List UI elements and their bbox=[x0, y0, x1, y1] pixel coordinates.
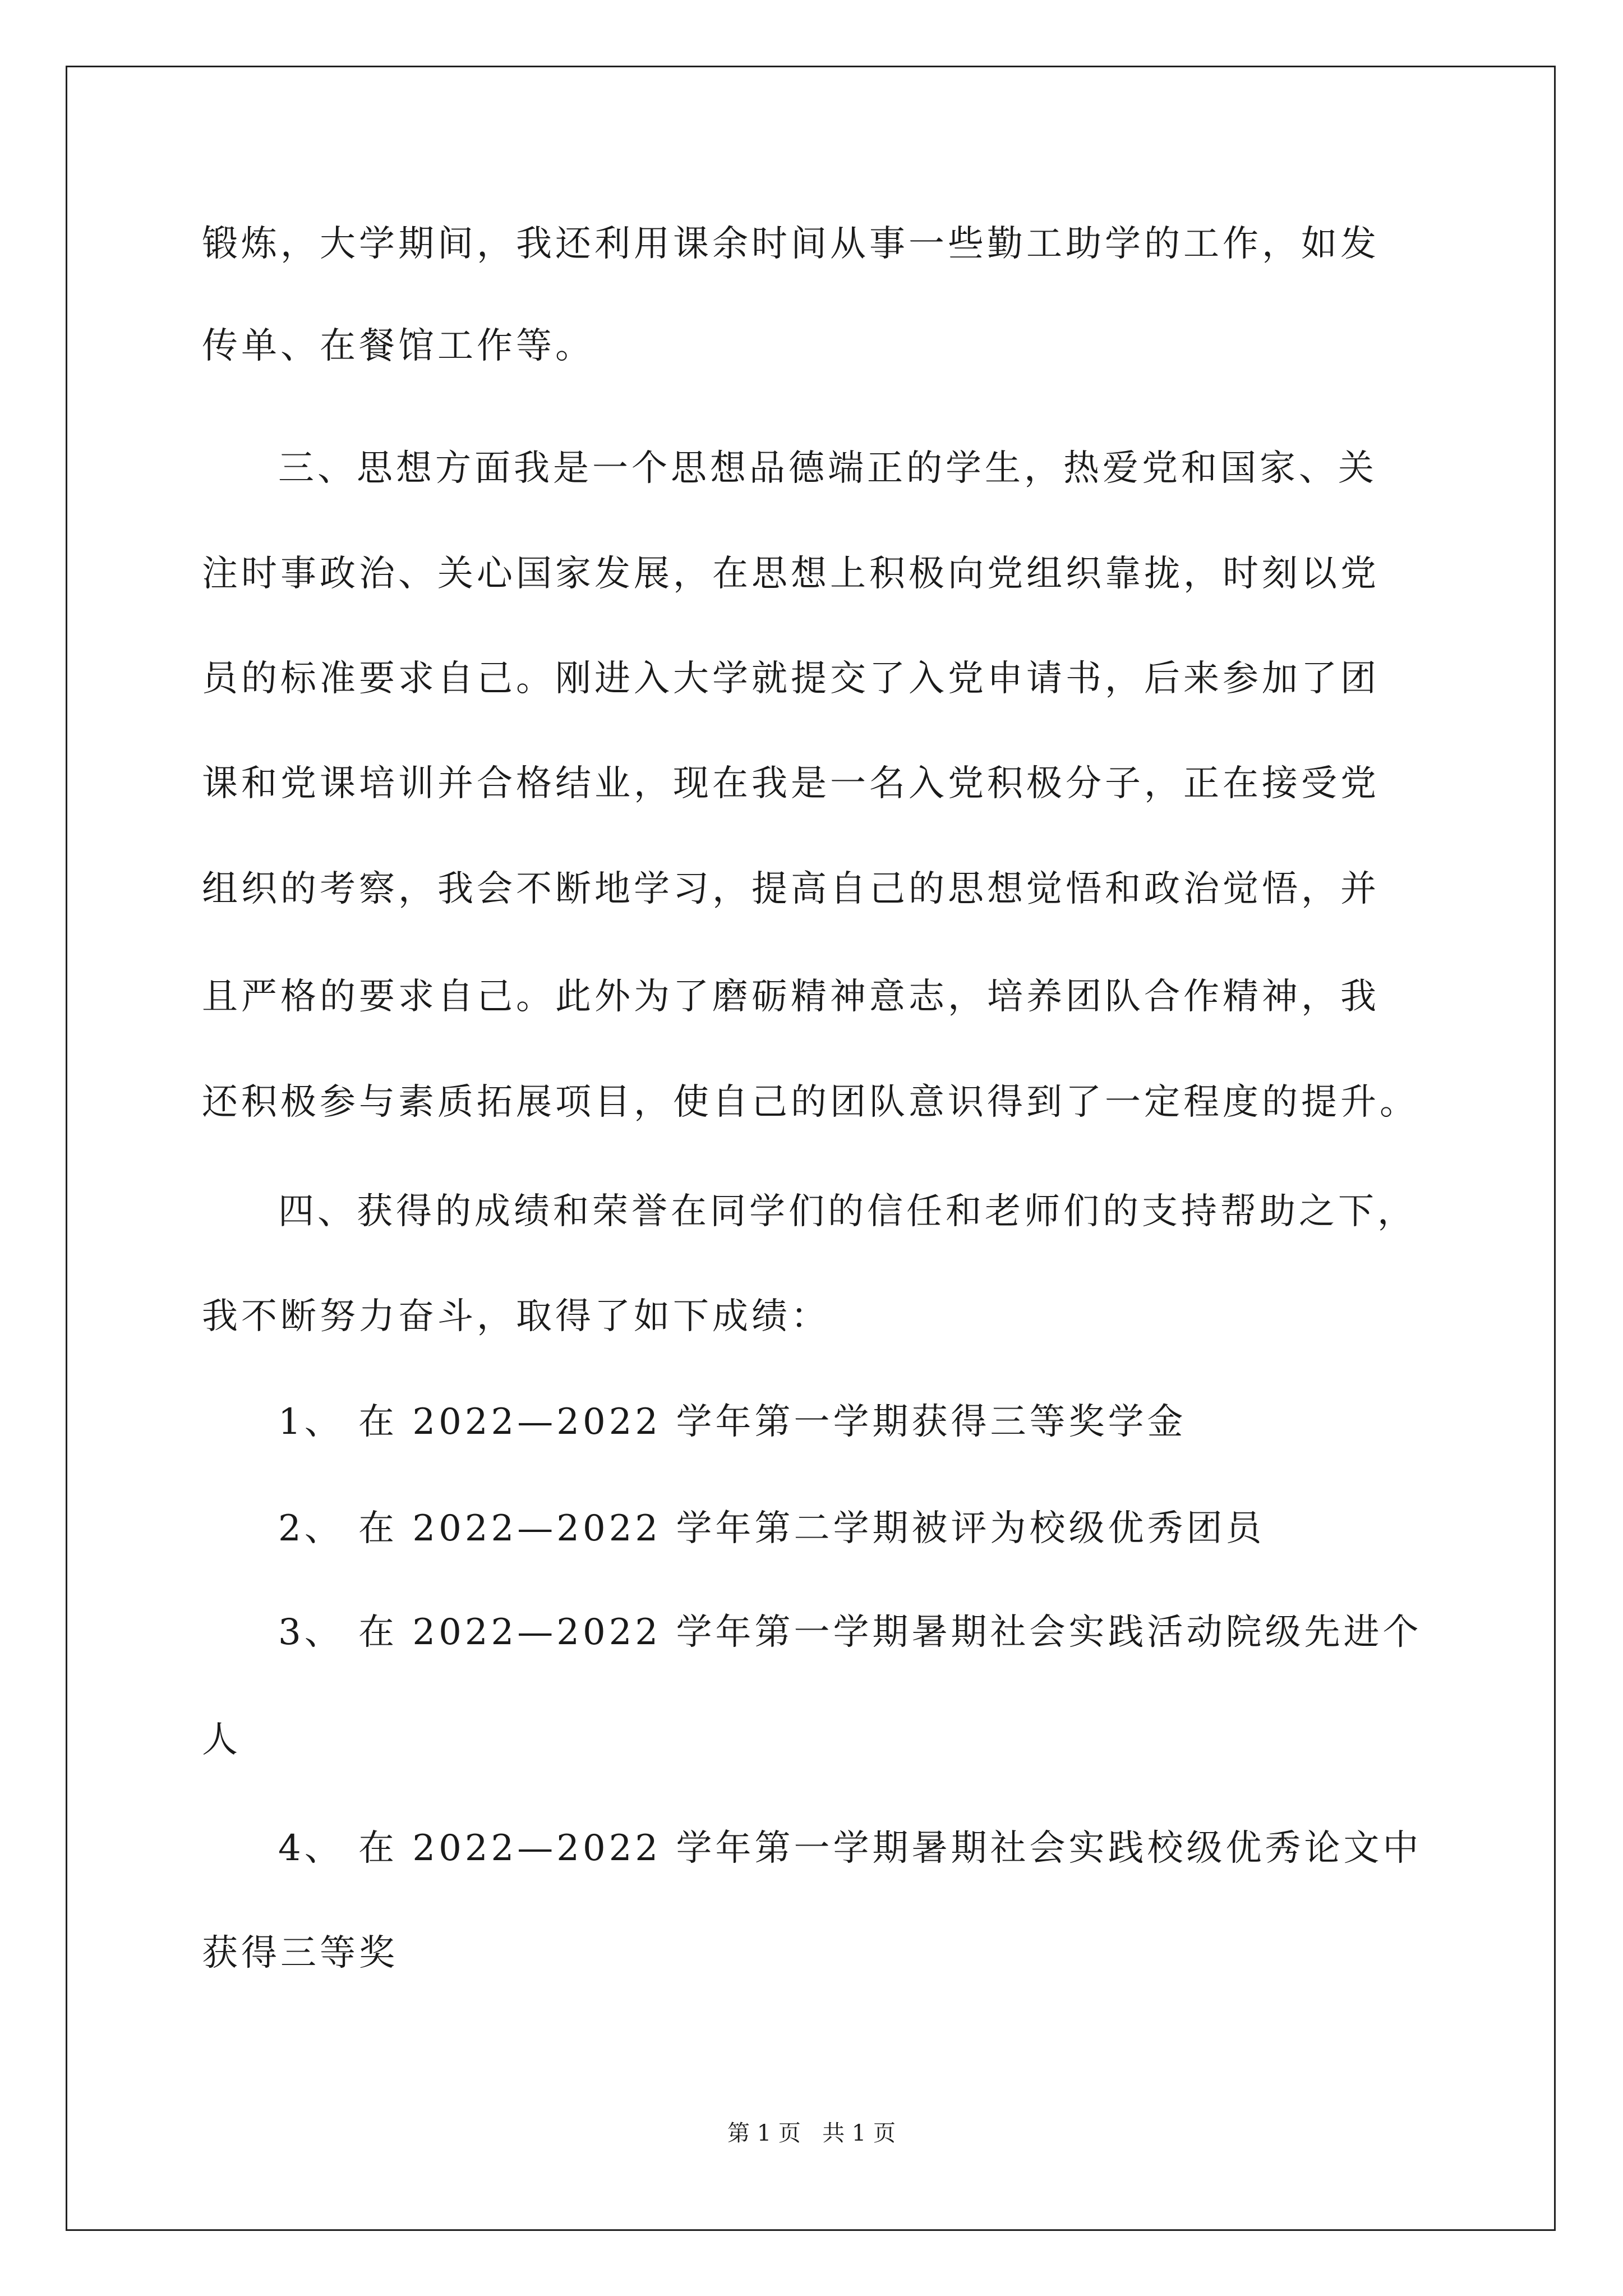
page-border bbox=[66, 66, 1556, 2231]
list-item-4: 4、 在 2022—2022 学年第一学期暑期社会实践校级优秀论文中 bbox=[278, 1828, 1422, 1869]
body-line-4: 注时事政治、关心国家发展，在思想上积极向党组织靠拢，时刻以党 bbox=[202, 553, 1380, 595]
body-line-2: 传单、在餐馆工作等。 bbox=[202, 325, 594, 367]
body-line-10: 四、获得的成绩和荣誉在同学们的信任和老师们的支持帮助之下， bbox=[278, 1191, 1417, 1232]
list-item-2: 2、 在 2022—2022 学年第二学期被评为校级优秀团员 bbox=[278, 1508, 1265, 1549]
body-line-5: 员的标准要求自己。刚进入大学就提交了入党申请书，后来参加了团 bbox=[202, 658, 1380, 700]
body-line-1: 锻炼，大学期间，我还利用课余时间从事一些勤工助学的工作，如发 bbox=[202, 223, 1380, 265]
list-item-1: 1、 在 2022—2022 学年第一学期获得三等奖学金 bbox=[278, 1401, 1187, 1443]
body-line-8: 且严格的要求自己。此外为了磨砺精神意志，培养团队合作精神，我 bbox=[202, 976, 1380, 1018]
list-item-3-continued: 人 bbox=[202, 1719, 241, 1761]
body-line-9: 还积极参与素质拓展项目，使自己的团队意识得到了一定程度的提升。 bbox=[202, 1082, 1419, 1123]
body-line-6: 课和党课培训并合格结业，现在我是一名入党积极分子，正在接受党 bbox=[202, 763, 1380, 804]
body-line-7: 组织的考察，我会不断地学习，提高自己的思想觉悟和政治觉悟，并 bbox=[202, 868, 1380, 910]
body-line-11: 我不断努力奋斗，取得了如下成绩： bbox=[202, 1296, 830, 1337]
page-number-footer: 第 1 页 共 1 页 bbox=[727, 2120, 896, 2146]
list-item-3: 3、 在 2022—2022 学年第一学期暑期社会实践活动院级先进个 bbox=[278, 1612, 1422, 1653]
list-item-4-continued: 获得三等奖 bbox=[202, 1932, 398, 1974]
body-line-3: 三、思想方面我是一个思想品德端正的学生，热爱党和国家、关 bbox=[278, 448, 1377, 489]
